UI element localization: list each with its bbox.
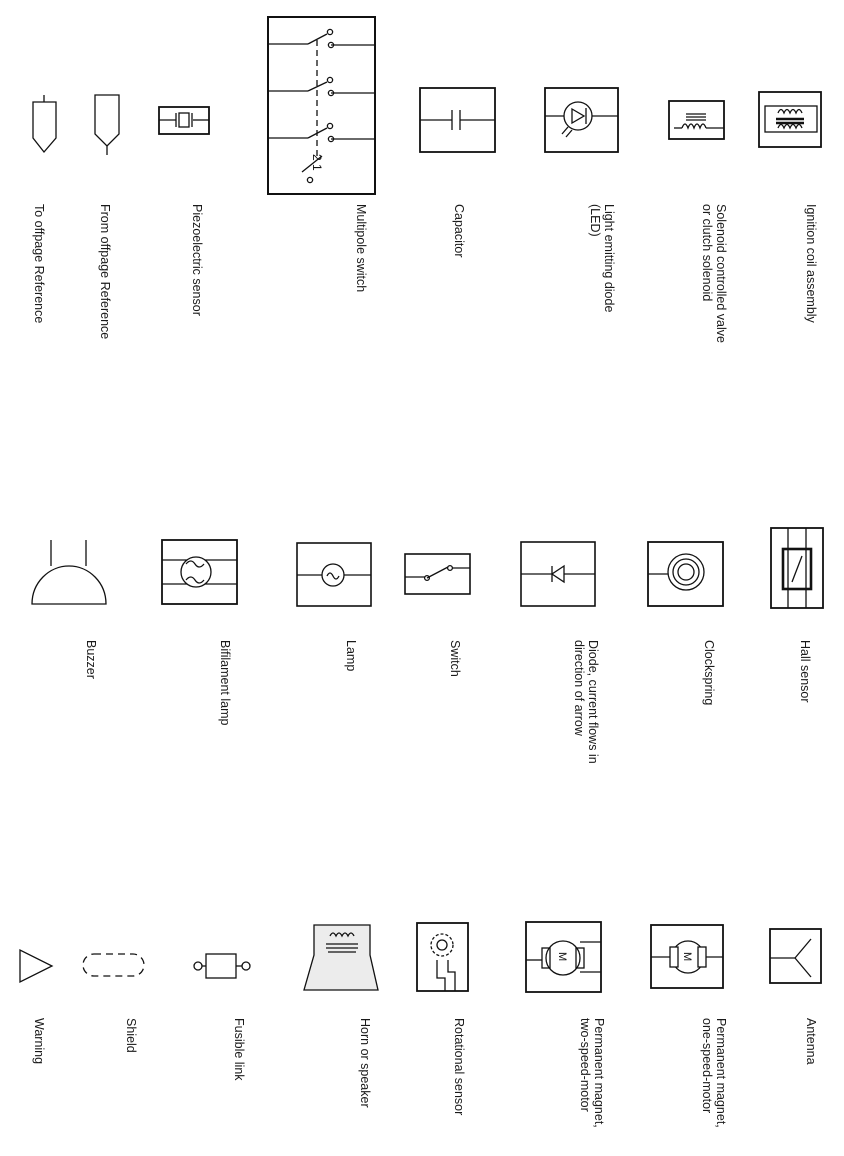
warning-symbol — [20, 950, 52, 982]
clockspring-symbol — [648, 542, 723, 606]
label-solenoid-valve: Solenoid controlled valve or clutch solenoid — [700, 204, 728, 343]
rotational-sensor-symbol — [417, 923, 468, 991]
capacitor-symbol — [420, 88, 495, 152]
label-clockspring: Clockspring — [702, 640, 716, 706]
label-pm-one-speed-motor: Permanent magnet, one-speed-motor — [700, 1018, 728, 1128]
label-shield: Shield — [124, 1018, 138, 1053]
buzzer-symbol — [32, 540, 106, 604]
label-buzzer: Buzzer — [84, 640, 98, 679]
label-diode: Diode, current flows in direction of arrow — [572, 640, 600, 764]
label-lamp: Lamp — [344, 640, 358, 672]
label-multipole-switch: Multipole switch — [354, 204, 368, 293]
label-rotational-sensor: Rotational sensor — [452, 1018, 466, 1116]
label-bifilament-lamp: Bifilament lamp — [218, 640, 232, 726]
label-antenna: Antenna — [804, 1018, 818, 1065]
switch-position-text: 2 1 — [310, 154, 324, 171]
diode-symbol — [521, 542, 595, 606]
fusible-link-symbol — [194, 954, 250, 978]
label-ignition-coil: Ignition coil assembly — [804, 204, 818, 323]
ignition-coil-symbol — [759, 92, 821, 147]
motor-two-speed-text: M — [556, 952, 568, 962]
label-piezoelectric-sensor: Piezoelectric sensor — [190, 204, 204, 316]
solenoid-valve-symbol — [669, 101, 724, 139]
label-from-offpage-reference: From offpage Reference — [98, 204, 112, 340]
antenna-symbol — [770, 929, 821, 983]
label-pm-two-speed-motor: Permanent magnet, two-speed-motor — [578, 1018, 606, 1128]
hall-sensor-symbol — [771, 528, 823, 608]
label-led: Light emitting diode (LED) — [588, 204, 616, 313]
label-capacitor: Capacitor — [452, 204, 466, 258]
piezoelectric-sensor-symbol — [159, 107, 209, 134]
label-fusible-link: Fusible link — [232, 1018, 246, 1081]
from-offpage-reference-symbol — [95, 95, 119, 155]
label-to-offpage-reference: To offpage Reference — [32, 204, 46, 324]
label-horn-speaker: Horn or speaker — [358, 1018, 372, 1108]
bifilament-lamp-symbol — [162, 540, 237, 604]
led-symbol — [545, 88, 618, 152]
shield-symbol — [83, 954, 144, 976]
motor-one-speed-text: M — [681, 952, 693, 962]
label-hall-sensor: Hall sensor — [798, 640, 812, 703]
to-offpage-reference-symbol — [33, 95, 56, 152]
label-warning: Warning — [32, 1018, 46, 1065]
lamp-symbol — [297, 543, 371, 606]
label-switch: Switch — [448, 640, 462, 677]
switch-symbol — [405, 554, 470, 594]
horn-speaker-symbol — [304, 925, 378, 990]
